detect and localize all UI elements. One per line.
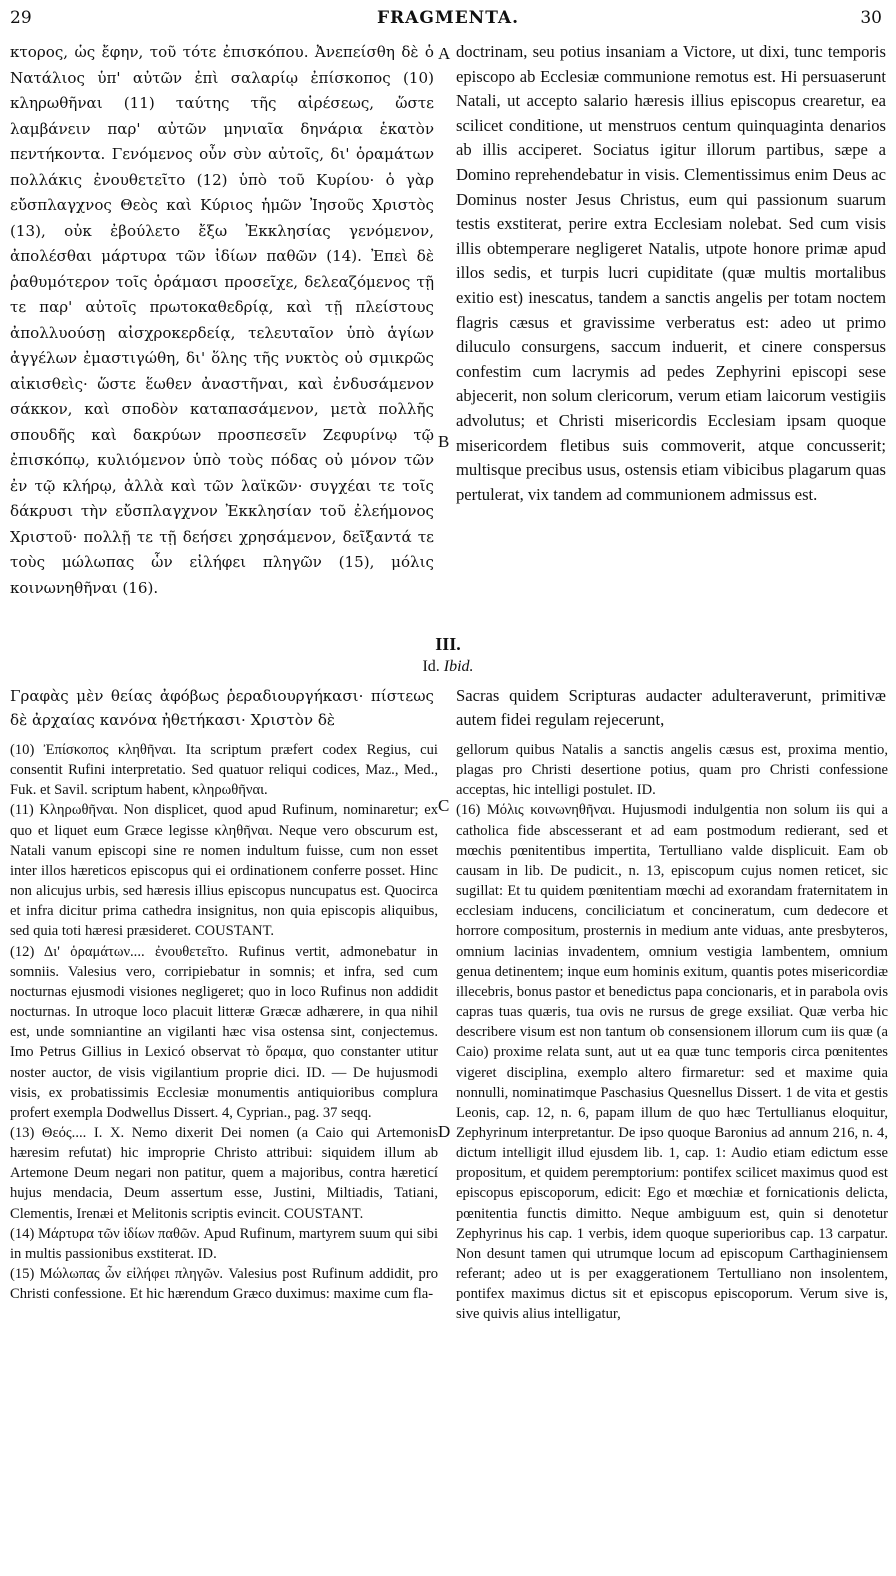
running-title: FRAGMENTA. [376,8,520,28]
margin-letter-c: C [438,796,450,815]
greek-paragraph: κτορος, ὡς ἔφην, τοῦ τότε ἐπισκόπου. Ἀνεπείσθη δὲ ὁ Νατάλιος ὑπ' αὐτῶν ἐπὶ σαλαρίῳ ἐπίσκοπος (10) κληρωθῆναι (11) ταύτης τῆς αἱρέσεως, ὥστε λαμβάνειν παρ' αὐτῶν μηνιαῖα δηνάρια ἑκατὸν πεντήκοντα. Γενόμενος οὖν σὺν αὐτοῖς, δι' ὁραμάτων πολλάκις ἐνουθετεῖτο (12) ὑπὸ τοῦ Κυρίου· ὁ γὰρ εὔσπλαγχνος Θεὸς καὶ Κύριος ἡμῶν Ἰησοῦς Χριστὸς (13), οὐκ ἐβούλετο ἔξω Ἐκκλησίας γενόμενον, ἀπολέσθαι μάρτυρα τῶν ἰδίων παθῶν (14). Ἐπεὶ δὲ ῥαθυμότερον τοῖς ὁράμασι προσεῖχε, δελεαζόμενος τῇ τε παρ' αὐτοῖς πρωτοκαθεδρίᾳ, καὶ τῇ πλείστους ἀπολλυούσῃ αἰσχροκερδείᾳ, τελευταῖον ὑπὸ ἁγίων ἀγγέλων ἐμαστιγώθη, δι' ὅλης τῆς νυκτὸς οὐ σμικρῶς αἰκισθεὶς· ὥστε ἕωθεν ἀναστῆναι, καὶ ἐνδυσάμενον σάκκον, καὶ σποδὸν καταπασάμενον, μετὰ πολλῆς σπουδῆς καὶ δακρύων προσπεσεῖν Ζεφυρίνῳ τῷ ἐπισκόπῳ, κυλιόμενον ὑπὸ τοὺς πόδας οὐ μόνον τῶν ἐν τῷ κλήρῳ, ἀλλὰ καὶ τῶν λαϊκῶν· συγχέαι τε τοῖς δάκρυσι τὴν εὔσπλαγχνον Ἐκκλησίαν τοῦ ἐλεήμονος Χριστοῦ· πολλῇ τε τῇ δεήσει χρησάμενον, δεῖξαντά τε τοὺς μώλωπας ὧν εἰλήφει πληγῶν (15), μόλις κοινωνηθῆναι (16). [10,43,434,597]
section3-greek-column [10,684,434,732]
latin-paragraph: doctrinam, seu potius insaniam a Victore, ut dixi, tunc temporis episcopo ab Ecclesiæ communione remotus est. Hi persuaserunt Natali, ut accepto salario hæresis illius episcopus crearetur, ea scilicet conditione, ut menstruos centum quinquaginta denarios ab illis acciperet. Sociatus igitur illorum partibus, sæpe a Domino reprehendebatur in visis. Clementissimus enim Deus ac Dominus noster Jesus Christus, eum qui passionum suarum testis exstiterat, perire extra Ecclesiam nolebat. Sed cum visis illis obtemperare negligeret Natalis, utpote honore primæ apud illos sedis, et turpis lucri cupiditate (quæ multis mortalibus exitio est) inescatus, tandem a sanctis angelis per totam noctem flagris cæsus et gravissime verberatus est: adeo ut primo diluculo consurgens, saccum induerit, et cinere conspersus confestim cum lacrymis ad pedes Zephyrini episcopi sese abjecerit, non solum clericorum, verum etiam laicorum vestigiis advolutus; et Christi misericordis Ecclesiam ipsam quoque misericordem fletibus suis commoverit, atque concusserit; multisque precibus usus, ostensis etiam vibicibus plagarum quas pertulerat, vix tandem ad communionem admissus est. [456,42,886,504]
section3-latin-column [456,684,886,732]
section-heading-id: Id. [422,658,440,675]
footnote-12: (12) Δι' ὁραμάτων.... ἐνουθετεῖτο. Rufinus vertit, admonebatur in somniis. Valesius vero, corripiebatur in somnis; et infra, sed cum nocturnas ejusmodi visiones negligeret; quo in loco Rufinus non addidit nocturnas. In utroque loco placuit litteræ Græcæ adhærere, in qua nihil est, unde somniantine an vigilanti hæc visa ostensa sint, conjectemus. Imo Petrus Gillius in Lexicó observat τὸ ὅραμα, quo constanter utitur noster auctor, de visis vigilantium proprie dici. ID. — De hujusmodi visis, ex probatissimis Ecclesiæ monumentis antiquioribus complura profert exempla Dodwellus Dissert. 4, Cyprian., pag. 37 seqq. [10,943,438,1121]
page-number-left: 29 [10,8,32,28]
footnote-14: (14) Μάρτυρα τῶν ἰδίων παθῶν. Apud Rufinum, martyrem suum qui sibi in multis passionibus exstiterat. ID. [10,1225,438,1262]
margin-letter-d: D [438,1122,451,1141]
footnote-15-continued: gellorum quibus Natalis a sanctis angelis cæsus est, proxima mentio, plagas pro Christi desertione potius, quam pro Christi confessione acceptas, hic intelligi postulet. ID. [456,742,888,799]
footnote-16: (16) Μόλις κοινωνηθῆναι. Hujusmodi indulgentia non solum iis qui a catholica fide abscesserant et ad eam postmodum redierant, sed et mœchis pœnitentibus impertita, Tertulliano valde displicuit. Eam ob causam in lib. De pudicit., n. 13, episcopum cujus nomen reticet, sic sugillat: Et tu quidem pœnitentiam mœchi ad exorandam fraternitatem in ecclesiam inducens, conciliciatum et concineratum, cum dedecore et horrore compositum, prosternis in medium ante viduas, ante presbyteros, omnium lacinias invadentem, omnium vestigia lambentem, omnium genua detinentem; inque eum hominis exitum, quantis potes misericordiæ illecebris, bonus pastor et benedictus papa concionaris, et in parabola ovis capras tuas quæris, tua ovis ne rursus de grege exsiliat. Quæ verba hic describere visum est non tantum ob consensionem illorum cum iis quæ (a Caio) proxime relata sunt, aut ut ea quæ tunc temporis circa pœnitentes vigeret disciplina, exemplo altero firmaretur: sed et maxime quia nonnulli, nominatimque Paschasius Quesnellus Dissert. 1 de vita et gestis Leonis, cap. 12, n. 6, papam illum de quo hæc Tertullianus eloquitur, Zephyrinum interpretantur. De ipso quoque Baronius ad annum 216, n. 4, dictum intelligit illud ejusdem lib. 1, cap. 1: Audio etiam edictum esse propositum, et quidem peremptorium: pontifex scilicet maximus quod est episcopus episcoporum, edicit: Ego et mœchiæ et fornicationis delicta, pœnitentia functis dimitto. Neque ambiguum est, quin si denotetur Zephyrinus his cap. 1 verbis, idem quoque superioribus cap. 13 carpatur. Non desunt tamen qui utrumque locum ad episcopum Carthaginiensem referant; adeo ut is per exaggerationem Tertulliano non insolentem, pontifex maximus dictus sit et episcopus episcoporum. Verum sive is, sive quivis alius intelligatur, [456,802,888,1323]
margin-letter-a: A [438,44,451,63]
page-number-right: 30 [860,8,882,28]
footnote-10: (10) Ἐπίσκοπος κληθῆναι. Ita scriptum præfert codex Regius, cui consentit Rufini interpretatio. Sed quatuor reliqui codices, Maz., Med., Fuk. et Savil. scriptum habent, κληρωθῆναι. [10,742,438,799]
greek-text-column [10,40,434,601]
footnotes-left-column [10,740,438,1304]
footnote-11: (11) Κληρωθῆναι. Non displicet, quod apud Rufinum, nominaretur; ex quo et liquet eum Græce legisse κληθῆναι. Neque vero obscurum est, Natali vanum episcopi sine re nomen indultum fuisse, cum non esset inter illos hæreticos episcopus qui ei ordinationem conferre posset. Hinc non alicujus urbis, sed hæresis illius episcopus nuncupatus est. Quocirca et infra dicitur prima cathedra insignitus, non quia episcopis aliquibus, sed quia toti hæresi præsideret. COUSTANT. [10,802,438,940]
footnote-13: (13) Θεός.... I. X. Nemo dixerit Dei nomen (a Caio qui Artemonis hæresim refutat) hic improprie Christo attribui: siquidem illum ab Artemone Deum negari non patitur, quem a majoribus, contra hæreticí hujus mendacia, Deum assertum esse, Justini, Miltiadis, Tatiani, Clementis, Irenæi et Melitonis scriptis evincit. COUSTANT. [10,1124,438,1222]
footnote-15: (15) Μώλωπας ὧν εἰλήφει πληγῶν. Valesius post Rufinum addidit, pro Christi confessione. Et hic hærendum Græco duximus: maxime cum fla- [10,1266,438,1303]
margin-letter-b: B [438,432,450,451]
section-heading [0,658,896,676]
footnotes-right-column [456,740,888,1325]
section-heading-ibid: Ibid. [443,658,474,675]
section3-latin-text: Sacras quidem Scripturas audacter adulteraverunt, primitivæ autem fidei regulam rejecerunt, [456,686,886,729]
running-header [0,8,896,32]
section-number: III. [435,634,461,654]
latin-text-column [456,40,886,507]
section3-greek-text: Γραφὰς μὲν θείας ἀφόβως ῥεραδιουργήκασι· πίστεως δὲ ἀρχαίας κανόνα ἠθετήκασι· Χριστὸν δὲ [10,687,434,729]
